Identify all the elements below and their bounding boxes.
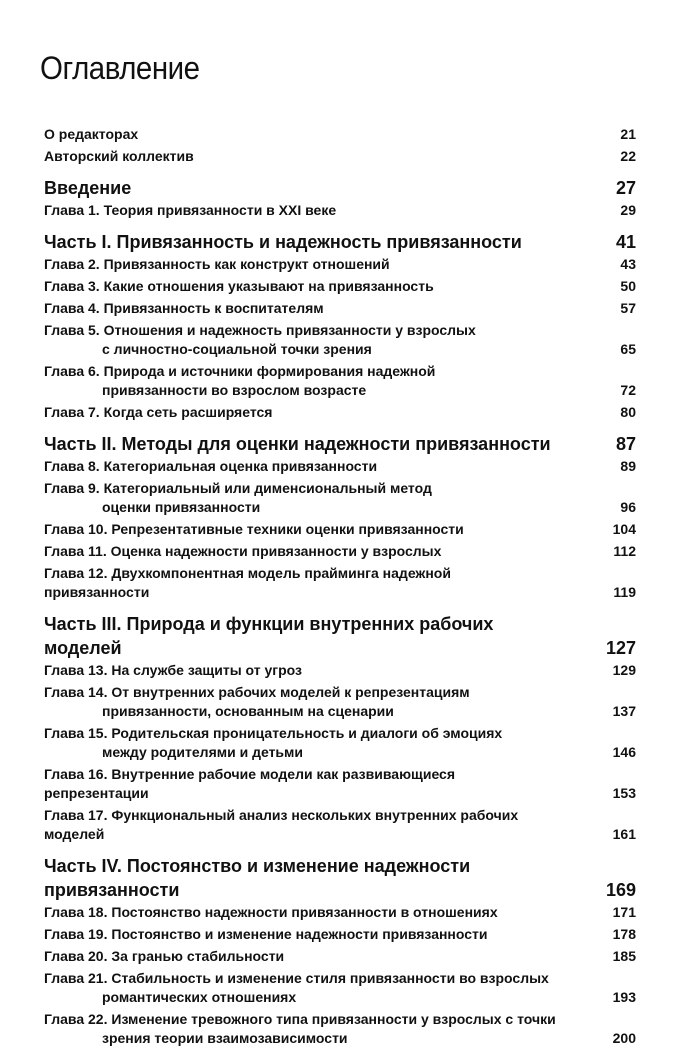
chapter-label: Глава 4.: [44, 300, 100, 316]
chapter-label: Глава 21.: [44, 970, 108, 986]
page-number: 185: [612, 948, 636, 964]
toc-chapter-entry: [44, 255, 636, 274]
chapter-title: Внутренние рабочие модели как развивающиеся репрезентации: [44, 766, 455, 801]
chapter-title: За гранью стабильности: [111, 948, 285, 964]
toc-entry-title: [44, 403, 600, 422]
chapter-label: Глава 5.: [44, 322, 100, 338]
toc-front-entry: [44, 125, 636, 144]
toc-entry-title: [44, 277, 600, 296]
toc-entry-title: [44, 765, 600, 803]
chapter-label: Глава 3.: [44, 278, 100, 294]
page-number: 193: [612, 989, 636, 1005]
page-number: 171: [612, 904, 636, 920]
chapter-label: Глава 9.: [44, 480, 100, 496]
chapter-label: Глава 8.: [44, 458, 100, 474]
chapter-title: Теория привязанности в XXI веке: [103, 202, 337, 218]
toc-entry-title: [44, 903, 600, 922]
toc-entry-title: [44, 201, 600, 220]
toc-chapter-entry: [44, 479, 636, 517]
chapter-title: Категориальный или дименсиональный метод: [103, 480, 432, 496]
chapter-title-continuation: с личностно-социальной точки зрения: [102, 341, 372, 357]
chapter-title: Постоянство и изменение надежности привязанности: [111, 926, 488, 942]
chapter-label: Глава 7.: [44, 404, 100, 420]
toc-chapter-entry: [44, 661, 636, 680]
chapter-title: Привязанность как конструкт отношений: [103, 256, 390, 272]
toc-chapter-entry: [44, 299, 636, 318]
page-number: 80: [620, 404, 636, 420]
toc-entry-title: [44, 299, 600, 318]
front-matter-title: О редакторах: [44, 126, 139, 142]
page-number: 89: [620, 458, 636, 474]
toc-entry-title: [44, 520, 600, 539]
page-title: Оглавление: [40, 50, 200, 86]
toc-chapter-entry: [44, 564, 636, 602]
part-title: Часть I. Привязанность и надежность привязанности: [44, 232, 522, 252]
chapter-title: Двухкомпонентная модель прайминга надежной привязанности: [44, 565, 451, 600]
chapter-title-continuation: привязанности, основанным на сценарии: [102, 703, 394, 719]
toc-entry-title: [44, 479, 600, 517]
toc-entry-title: [44, 176, 600, 200]
chapter-title: Отношения и надежность привязанности у взрослых: [103, 322, 476, 338]
toc-chapter-entry: [44, 362, 636, 400]
toc-entry-title: [44, 969, 600, 1007]
toc-chapter-entry: [44, 724, 636, 762]
chapter-title-continuation: между родителями и детьми: [102, 744, 303, 760]
page-number: 129: [612, 662, 636, 678]
chapter-title-continuation: романтических отношениях: [102, 989, 297, 1005]
chapter-title: Постоянство надежности привязанности в отношениях: [111, 904, 498, 920]
page-number: 41: [615, 232, 636, 252]
toc-chapter-entry: [44, 683, 636, 721]
toc-chapter-entry: [44, 765, 636, 803]
chapter-label: Глава 11.: [44, 543, 107, 559]
page-number: 200: [612, 1030, 636, 1046]
page-number: 119: [613, 584, 636, 600]
chapter-title: Категориальная оценка привязанности: [103, 458, 378, 474]
chapter-title: Природа и источники формирования надежной: [103, 363, 436, 379]
page-number: 127: [605, 638, 636, 658]
toc-chapter-entry: [44, 321, 636, 359]
toc-entry-title: [44, 230, 600, 254]
chapter-title: На службе защиты от угроз: [111, 662, 302, 678]
toc-part-entry: [44, 854, 636, 902]
chapter-title: Какие отношения указывают на привязанность: [103, 278, 434, 294]
toc-part-entry: [44, 612, 636, 660]
toc-front-entry: [44, 147, 636, 166]
chapter-title: Изменение тревожного типа привязанности у взрослых с точки: [111, 1011, 556, 1027]
part-title: Часть III. Природа и функции внутренних рабочих моделей: [44, 614, 494, 658]
chapter-label: Глава 14.: [44, 684, 108, 700]
page-number: 112: [613, 543, 636, 559]
toc-chapter-entry: [44, 806, 636, 844]
page-number: 65: [620, 341, 636, 357]
page-number: 21: [620, 126, 636, 142]
page-number: 22: [620, 148, 636, 164]
chapter-label: Глава 18.: [44, 904, 108, 920]
toc-chapter-entry: [44, 1010, 636, 1048]
page-number: 161: [612, 826, 636, 842]
page-number: 137: [612, 703, 636, 719]
toc-entry-title: [44, 542, 600, 561]
page-number: 96: [620, 499, 636, 515]
chapter-label: Глава 15.: [44, 725, 108, 741]
page-number: 146: [612, 744, 636, 760]
chapter-title: Функциональный анализ нескольких внутренних рабочих моделей: [44, 807, 519, 842]
chapter-label: Глава 10.: [44, 521, 108, 537]
toc-part-entry: [44, 432, 636, 456]
chapter-title: От внутренних рабочих моделей к репрезентациям: [111, 684, 470, 700]
chapter-title: Родительская проницательность и диалоги об эмоциях: [111, 725, 503, 741]
chapter-label: Глава 20.: [44, 948, 108, 964]
part-title: Введение: [44, 178, 132, 198]
toc-entry-title: [44, 362, 600, 400]
page-number: 153: [612, 785, 636, 801]
toc-entry-title: [44, 724, 600, 762]
page-number: 72: [620, 382, 636, 398]
page-number: 43: [620, 256, 636, 272]
toc-entry-title: [44, 255, 600, 274]
toc-chapter-entry: [44, 925, 636, 944]
toc-entry-title: [44, 661, 600, 680]
page-number: 104: [612, 521, 636, 537]
toc-chapter-entry: [44, 903, 636, 922]
chapter-title-continuation: привязанности во взрослом возрасте: [102, 382, 367, 398]
toc-entry-title: [44, 683, 600, 721]
toc-entry-title: [44, 806, 600, 844]
toc-chapter-entry: [44, 277, 636, 296]
chapter-title: Привязанность к воспитателям: [103, 300, 324, 316]
table-of-contents: [44, 125, 636, 1051]
toc-chapter-entry: [44, 520, 636, 539]
page-number: 169: [605, 880, 636, 900]
front-matter-title: Авторский коллектив: [44, 148, 194, 164]
toc-entry-title: [44, 564, 600, 602]
page-number: 87: [615, 434, 636, 454]
chapter-title: Репрезентативные техники оценки привязанности: [111, 521, 464, 537]
page-number: 50: [620, 278, 636, 294]
toc-entry-title: [44, 1010, 600, 1048]
page-number: 29: [620, 202, 636, 218]
part-title: Часть IV. Постоянство и изменение надежности привязанности: [44, 856, 471, 900]
toc-part-entry: [44, 230, 636, 254]
toc-entry-title: [44, 854, 600, 902]
toc-chapter-entry: [44, 403, 636, 422]
toc-chapter-entry: [44, 947, 636, 966]
toc-entry-title: [44, 925, 600, 944]
chapter-label: Глава 16.: [44, 766, 108, 782]
toc-entry-title: [44, 612, 600, 660]
chapter-label: Глава 22.: [44, 1011, 108, 1027]
chapter-title: Когда сеть расширяется: [103, 404, 273, 420]
toc-entry-title: [44, 457, 600, 476]
chapter-title-continuation: зрения теории взаимозависимости: [102, 1030, 348, 1046]
page-number: 57: [620, 300, 636, 316]
chapter-label: Глава 6.: [44, 363, 100, 379]
chapter-label: Глава 17.: [44, 807, 108, 823]
chapter-label: Глава 12.: [44, 565, 108, 581]
toc-chapter-entry: [44, 201, 636, 220]
toc-chapter-entry: [44, 457, 636, 476]
toc-entry-title: [44, 321, 600, 359]
toc-chapter-entry: [44, 969, 636, 1007]
toc-entry-title: [44, 125, 600, 144]
toc-part-entry: [44, 176, 636, 200]
chapter-title-continuation: оценки привязанности: [102, 499, 261, 515]
chapter-title: Оценка надежности привязанности у взрослых: [110, 543, 442, 559]
chapter-label: Глава 2.: [44, 256, 100, 272]
toc-entry-title: [44, 432, 600, 456]
page-number: 178: [612, 926, 636, 942]
chapter-label: Глава 13.: [44, 662, 108, 678]
chapter-label: Глава 19.: [44, 926, 108, 942]
chapter-title: Стабильность и изменение стиля привязанности во взрослых: [111, 970, 549, 986]
page-number: 27: [615, 178, 636, 198]
part-title: Часть II. Методы для оценки надежности привязанности: [44, 434, 551, 454]
toc-entry-title: [44, 947, 600, 966]
toc-chapter-entry: [44, 542, 636, 561]
chapter-label: Глава 1.: [44, 202, 100, 218]
toc-entry-title: [44, 147, 600, 166]
